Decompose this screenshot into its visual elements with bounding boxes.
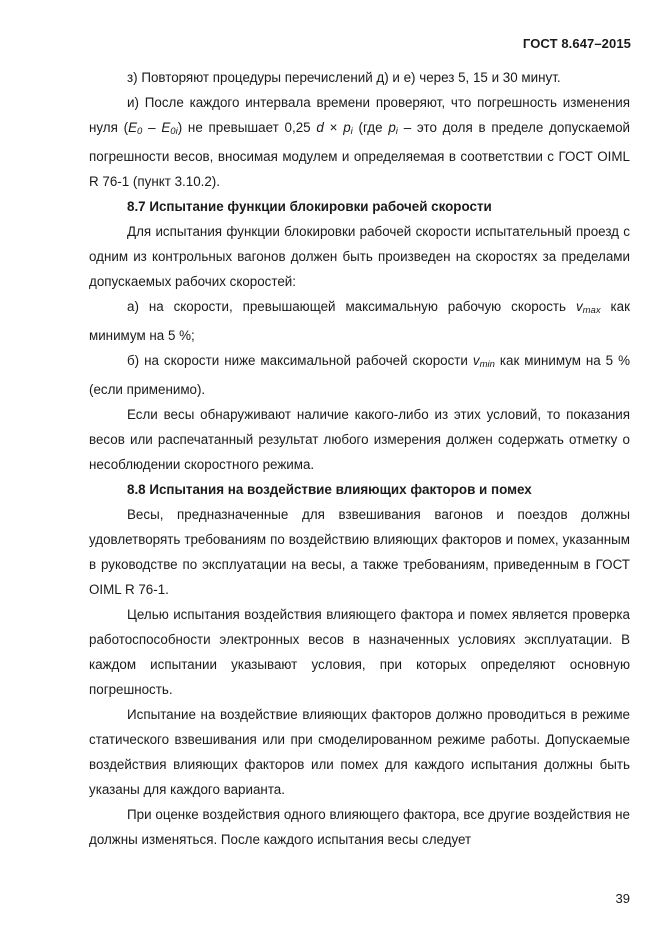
symbol-pi-2: $p_i$: [388, 120, 398, 137]
paragraph-requirements: Весы, предназначенные для взвешивания вагонов и поездов должны удовлетворять требованиям по воздействию влияющих факторов и помех, указанным в руководстве по эксплуатации на весы, а также требованиям, приведенным в ГОСТ OIML R 76-1.: [89, 507, 630, 597]
paragraph-static-mode: Испытание на воздействие влияющих факторов должно проводиться в режиме статического взвешивания или при смоделированном режиме работы. Допускаемые воздействия влияющих факторов или помех для каждого испытания должны быть указаны для каждого варианта.: [89, 707, 630, 797]
paragraph-speed-test: Для испытания функции блокировки рабочей скорости испытательный проезд с одним из контрольных вагонов должен быть произведен на скоростях за пределами допускаемых рабочих скоростей:: [89, 224, 630, 289]
section-heading-8-8: 8.8 Испытания на воздействие влияющих факторов и помех: [127, 482, 532, 497]
paragraph-purpose: Целью испытания воздействия влияющего фактора и помех является проверка работоспособности электронных весов в назначенных условиях эксплуатации. В каждом испытании указывают условия, при которых определяют основную погрешность.: [89, 607, 630, 697]
section-heading-8-7: 8.7 Испытание функции блокировки рабочей скорости: [127, 199, 492, 214]
symbol-d: d: [316, 120, 324, 135]
symbol-vmax: $v_{max}$: [575, 299, 601, 316]
paragraph-i: и) После каждого интервала времени проверяют, что погрешность изменения нуля $(E_0 - E_{0i})$ не превышает 0,25 $d \times p_i$ (где $p_i$ – это доля в пределе допускаемой погрешности весов, вносимая модулем и определяемая в соответствии с ГОСТ OIML R 76-1 (пункт 3.10.2).: [89, 95, 630, 189]
symbol-e0i: $E_{0i}$: [161, 120, 178, 137]
paragraph-b-vmin: б) на скорости ниже максимальной рабочей скорости $v_{min}$ как минимум на 5 % (если применимо).: [89, 353, 630, 397]
paragraph-z: з) Повторяют процедуры перечислений д) и е) через 5, 15 и 30 минут.: [127, 70, 561, 85]
symbol-vmin: $v_{min}$: [472, 353, 495, 370]
paragraph-single-factor: При оценке воздействия одного влияющего фактора, все другие воздействия не должны изменяться. После каждого испытания весы следует: [89, 807, 630, 847]
page-number: 39: [615, 891, 630, 906]
symbol-e0: $E_0$: [128, 120, 143, 137]
document-header: ГОСТ 8.647–2015: [522, 36, 631, 51]
paragraph-speed-detection: Если весы обнаруживают наличие какого-либо из этих условий, то показания весов или распечатанный результат любого измерения должен содержать отметку о несоблюдении скоростного режима.: [89, 407, 630, 472]
document-body: [89, 65, 630, 852]
symbol-pi: $p_i$: [343, 120, 353, 137]
paragraph-a-vmax: а) на скорости, превышающей максимальную рабочую скорость $v_{max}$ как минимум на 5 %;: [89, 299, 630, 343]
